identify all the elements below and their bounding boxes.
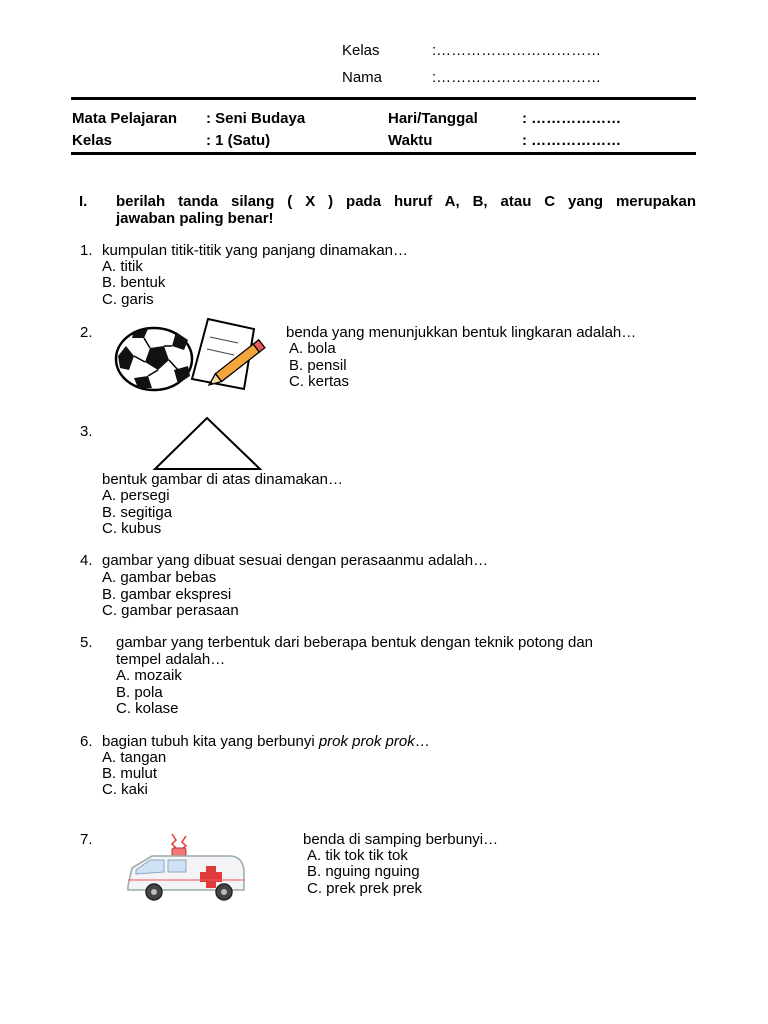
- question-4-option-b: B. gambar ekspresi: [102, 586, 232, 603]
- question-6-text-prefix: bagian tubuh kita yang berbunyi: [102, 733, 319, 750]
- section-number: I.: [79, 193, 88, 210]
- question-5-number: 5.: [80, 634, 93, 651]
- nama-fill-line: :……………………………: [432, 69, 602, 86]
- kelas-label: Kelas: [342, 42, 380, 59]
- question-1-option-c: C. garis: [102, 291, 154, 308]
- ambulance-picture: [120, 830, 250, 904]
- question-2-option-b: B. pensil: [289, 357, 347, 374]
- question-4-option-c: C. gambar perasaan: [102, 602, 239, 619]
- question-3-text: bentuk gambar di atas dinamakan…: [102, 471, 343, 488]
- question-7-option-a: A. tik tok tik tok: [307, 847, 408, 864]
- header-bottom-rule: [71, 152, 696, 155]
- triangle-picture: [152, 416, 264, 472]
- question-3-option-c: C. kubus: [102, 520, 162, 537]
- question-1-text: kumpulan titik-titik yang panjang dinamakan…: [102, 242, 408, 259]
- subject-value: : Seni Budaya: [206, 110, 306, 127]
- date-value: : ………………: [522, 110, 622, 127]
- nama-label: Nama: [342, 69, 383, 86]
- class-label: Kelas: [72, 132, 113, 149]
- date-label: Hari/Tanggal: [388, 110, 478, 127]
- question-1-option-b: B. bentuk: [102, 274, 166, 291]
- section-instruction-line1: berilah tanda silang ( X ) pada huruf A, B, atau C yang merupakan: [116, 193, 696, 210]
- time-label: Waktu: [388, 132, 433, 149]
- question-5-option-c: C. kolase: [116, 700, 179, 717]
- header-top-rule: [71, 97, 696, 100]
- question-7-option-b: B. nguing nguing: [307, 863, 420, 880]
- question-5-option-a: A. mozaik: [116, 667, 182, 684]
- question-6-option-a: A. tangan: [102, 749, 167, 766]
- question-5-text-line1: gambar yang terbentuk dari beberapa bentuk dengan teknik potong dan: [116, 634, 594, 651]
- class-value: : 1 (Satu): [206, 132, 271, 149]
- question-6-number: 6.: [80, 733, 93, 750]
- question-4-option-a: A. gambar bebas: [102, 569, 217, 586]
- question-6-text-suffix: …: [414, 733, 430, 750]
- question-2-number: 2.: [80, 324, 93, 341]
- question-2-option-c: C. kertas: [289, 373, 350, 390]
- question-5-option-b: B. pola: [116, 684, 163, 701]
- question-1-option-a: A. titik: [102, 258, 143, 275]
- soccer-ball-picture: [114, 326, 196, 392]
- question-5-text-line2: tempel adalah…: [116, 651, 226, 668]
- question-7-number: 7.: [80, 831, 93, 848]
- question-6-option-c: C. kaki: [102, 781, 148, 798]
- question-6-option-b: B. mulut: [102, 765, 158, 782]
- question-7-option-c: C. prek prek prek: [307, 880, 423, 897]
- time-value: : ………………: [522, 132, 622, 149]
- question-3-number: 3.: [80, 423, 93, 440]
- question-2-option-a: A. bola: [289, 340, 336, 357]
- question-4-number: 4.: [80, 552, 93, 569]
- question-3-option-a: A. persegi: [102, 487, 170, 504]
- question-6-text-italic: prok prok prok: [318, 733, 415, 750]
- question-3-option-b: B. segitiga: [102, 504, 173, 521]
- kelas-fill-line: :……………………………: [432, 42, 602, 59]
- question-2-text: benda yang menunjukkan bentuk lingkaran adalah…: [286, 324, 637, 341]
- question-4-text: gambar yang dibuat sesuai dengan perasaanmu adalah…: [102, 552, 489, 569]
- paper-and-pencil-picture: [190, 317, 274, 391]
- subject-label: Mata Pelajaran: [72, 110, 178, 127]
- section-instruction-line2: jawaban paling benar!: [116, 210, 274, 227]
- question-7-text: benda di samping berbunyi…: [303, 831, 499, 848]
- question-1-number: 1.: [80, 242, 93, 259]
